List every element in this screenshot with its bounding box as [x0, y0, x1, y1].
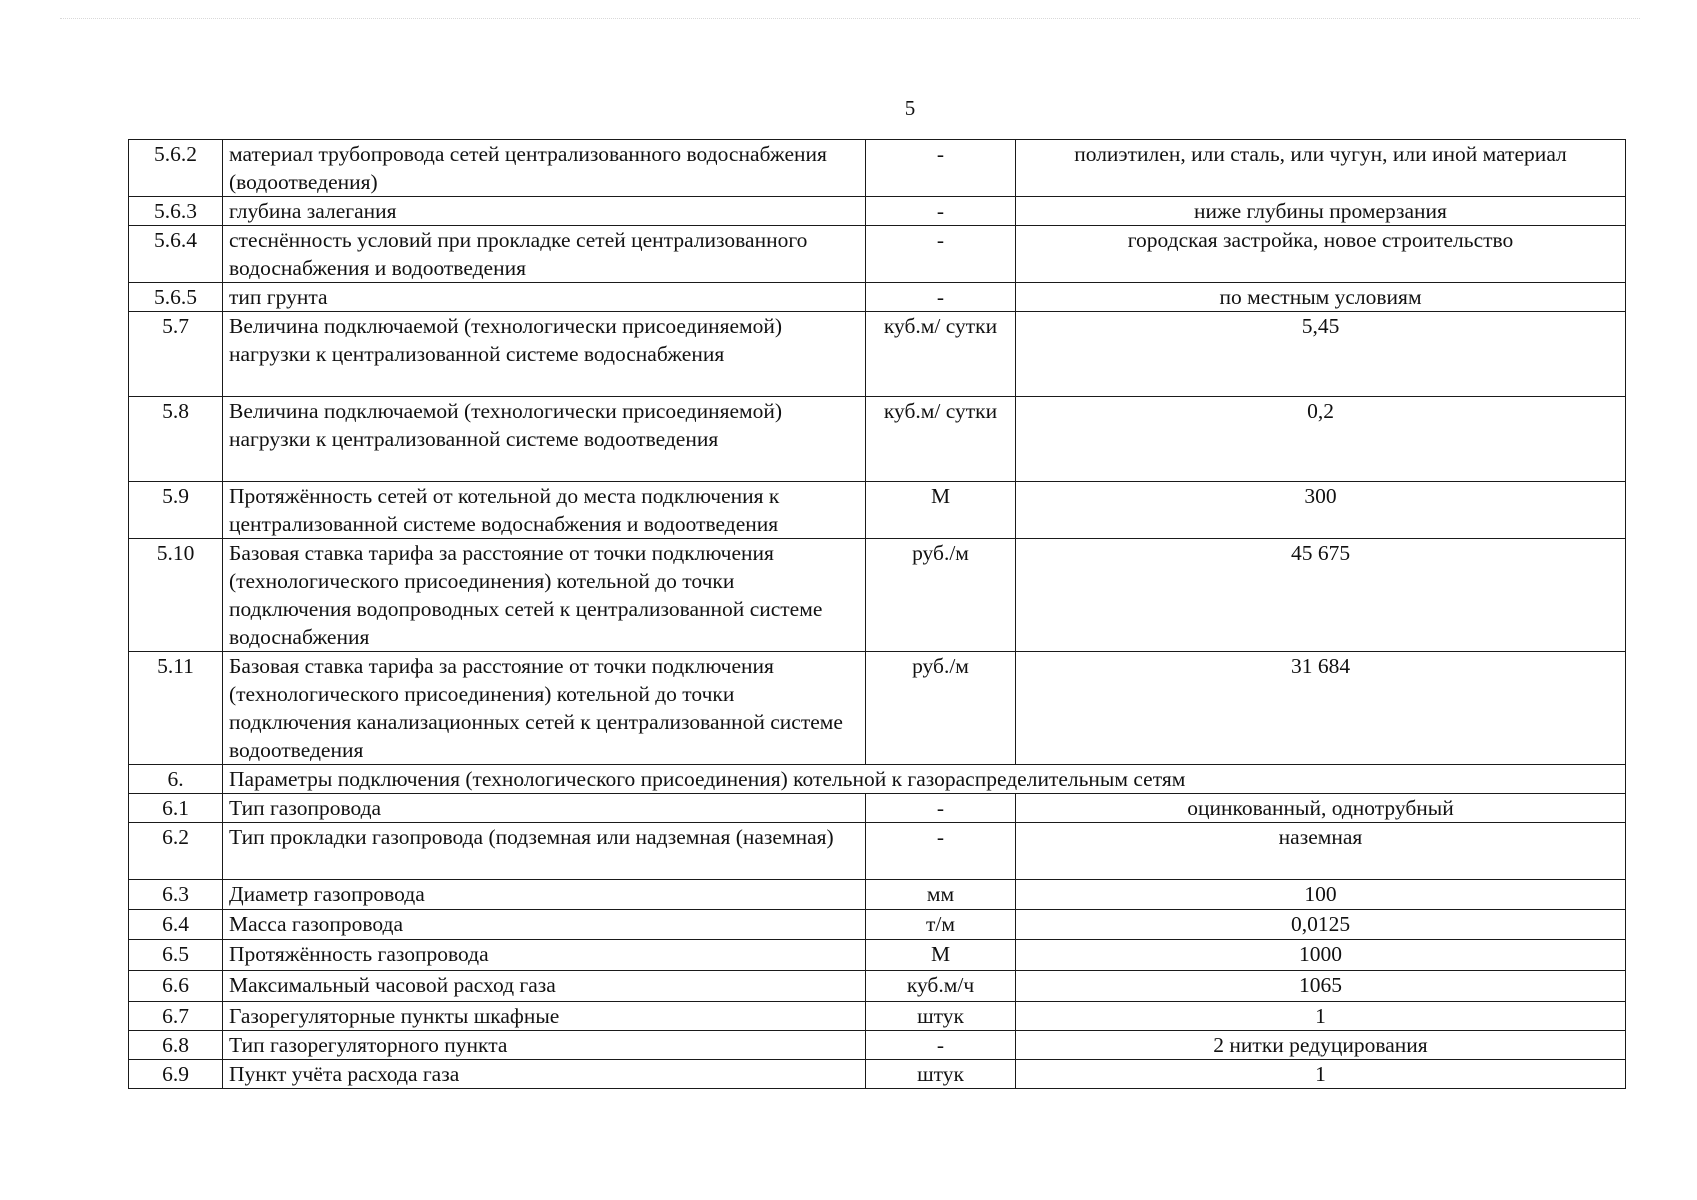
row-value: 2 нитки редуцирования: [1016, 1031, 1626, 1060]
row-unit: М: [866, 482, 1016, 539]
row-unit: -: [866, 1031, 1016, 1060]
row-number: 5.10: [129, 539, 223, 652]
page-number: 5: [904, 96, 916, 120]
row-value: 45 675: [1016, 539, 1626, 652]
row-unit: М: [866, 940, 1016, 971]
row-number: 5.11: [129, 652, 223, 765]
table-row: [129, 283, 1626, 312]
section-number: 6.: [129, 765, 223, 794]
row-number: 6.2: [129, 823, 223, 880]
table-row: [129, 226, 1626, 283]
row-value: 1065: [1016, 971, 1626, 1002]
row-number: 6.5: [129, 940, 223, 971]
row-number: 6.9: [129, 1060, 223, 1089]
row-number: 5.6.5: [129, 283, 223, 312]
row-description: глубина залегания: [223, 197, 866, 226]
table-row: [129, 910, 1626, 940]
table-row: [129, 880, 1626, 910]
row-value: городская застройка, новое строительство: [1016, 226, 1626, 283]
table-row: [129, 652, 1626, 765]
row-description: Базовая ставка тарифа за расстояние от точки подключения (технологического присоединения) котельной до точки подключения водопроводных сетей к централизованной системе водоснабжения: [223, 539, 866, 652]
table-row: [129, 940, 1626, 971]
row-value: оцинкованный, однотрубный: [1016, 794, 1626, 823]
row-value: 0,2: [1016, 397, 1626, 482]
row-number: 6.8: [129, 1031, 223, 1060]
row-value: 0,0125: [1016, 910, 1626, 940]
row-description: Базовая ставка тарифа за расстояние от точки подключения (технологического присоединения) котельной до точки подключения канализационных сетей к централизованной системе водоотведения: [223, 652, 866, 765]
row-unit: -: [866, 283, 1016, 312]
row-description: Тип газорегуляторного пункта: [223, 1031, 866, 1060]
row-description: Протяжённость сетей от котельной до места подключения к централизованной системе водоснабжения и водоотведения: [223, 482, 866, 539]
row-number: 5.6.3: [129, 197, 223, 226]
row-value: 1: [1016, 1002, 1626, 1031]
row-unit: куб.м/ сутки: [866, 312, 1016, 397]
table-row: [129, 140, 1626, 197]
table-row: [129, 482, 1626, 539]
row-description: Пункт учёта расхода газа: [223, 1060, 866, 1089]
row-unit: куб.м/ сутки: [866, 397, 1016, 482]
row-description: материал трубопровода сетей централизованного водоснабжения (водоотведения): [223, 140, 866, 197]
row-number: 6.1: [129, 794, 223, 823]
row-value: 5,45: [1016, 312, 1626, 397]
row-number: 5.9: [129, 482, 223, 539]
row-description: Протяжённость газопровода: [223, 940, 866, 971]
row-unit: мм: [866, 880, 1016, 910]
table-row: [129, 1002, 1626, 1031]
row-number: 5.7: [129, 312, 223, 397]
row-value: 1: [1016, 1060, 1626, 1089]
row-description: стеснённость условий при прокладке сетей централизованного водоснабжения и водоотведения: [223, 226, 866, 283]
row-value: 100: [1016, 880, 1626, 910]
row-number: 6.4: [129, 910, 223, 940]
row-number: 6.6: [129, 971, 223, 1002]
row-number: 5.6.4: [129, 226, 223, 283]
row-value: 300: [1016, 482, 1626, 539]
row-unit: -: [866, 226, 1016, 283]
specification-table: [128, 139, 1626, 1089]
table-row: [129, 794, 1626, 823]
section-title: Параметры подключения (технологического присоединения) котельной к газораспределительным сетям: [223, 765, 1626, 794]
row-description: Тип прокладки газопровода (подземная или надземная (наземная): [223, 823, 866, 880]
row-description: Газорегуляторные пункты шкафные: [223, 1002, 866, 1031]
section-header-row: [129, 765, 1626, 794]
row-number: 6.3: [129, 880, 223, 910]
table-row: [129, 1060, 1626, 1089]
row-description: тип грунта: [223, 283, 866, 312]
table-row: [129, 197, 1626, 226]
table-row: [129, 823, 1626, 880]
table-row: [129, 971, 1626, 1002]
row-unit: руб./м: [866, 539, 1016, 652]
row-unit: штук: [866, 1060, 1016, 1089]
table-row: [129, 312, 1626, 397]
row-description: Максимальный часовой расход газа: [223, 971, 866, 1002]
row-unit: руб./м: [866, 652, 1016, 765]
row-unit: штук: [866, 1002, 1016, 1031]
row-description: Величина подключаемой (технологически присоединяемой) нагрузки к централизованной системе водоснабжения: [223, 312, 866, 397]
row-unit: -: [866, 140, 1016, 197]
row-description: Величина подключаемой (технологически присоединяемой) нагрузки к централизованной системе водоотведения: [223, 397, 866, 482]
table-row: [129, 1031, 1626, 1060]
row-unit: куб.м/ч: [866, 971, 1016, 1002]
row-number: 6.7: [129, 1002, 223, 1031]
row-unit: т/м: [866, 910, 1016, 940]
row-value: полиэтилен, или сталь, или чугун, или иной материал: [1016, 140, 1626, 197]
row-unit: -: [866, 197, 1016, 226]
row-value: 31 684: [1016, 652, 1626, 765]
row-description: Масса газопровода: [223, 910, 866, 940]
row-value: наземная: [1016, 823, 1626, 880]
row-description: Тип газопровода: [223, 794, 866, 823]
row-value: по местным условиям: [1016, 283, 1626, 312]
table-row: [129, 539, 1626, 652]
table-row: [129, 397, 1626, 482]
row-value: 1000: [1016, 940, 1626, 971]
scan-artifact-line: [60, 18, 1640, 19]
row-unit: -: [866, 823, 1016, 880]
row-unit: -: [866, 794, 1016, 823]
row-description: Диаметр газопровода: [223, 880, 866, 910]
row-number: 5.6.2: [129, 140, 223, 197]
row-value: ниже глубины промерзания: [1016, 197, 1626, 226]
row-number: 5.8: [129, 397, 223, 482]
